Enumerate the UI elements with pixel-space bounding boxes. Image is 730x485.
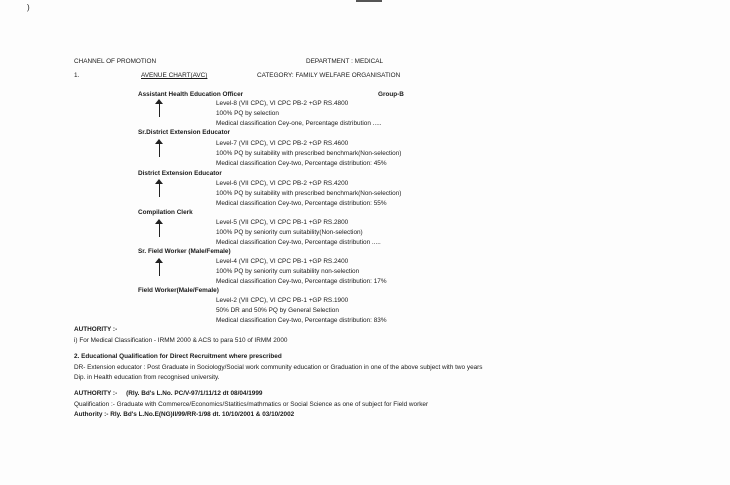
post-title: Field Worker(Male/Female) bbox=[138, 287, 219, 294]
post-detail: Medical classification Cey-two, Percentage distribution ..... bbox=[216, 239, 381, 246]
arrow-up-icon bbox=[155, 139, 163, 157]
post-detail: Level-5 (VII CPC), VI CPC PB-1 +GP RS.2800 bbox=[216, 219, 349, 226]
post-detail: 100% PQ by seniority cum suitability non-selection bbox=[216, 268, 360, 275]
post-detail: 100% PQ by suitability with prescribed benchmark(Non-selection) bbox=[216, 150, 402, 157]
post-detail: Medical classification Cey-two, Percentage distribution: 83% bbox=[216, 317, 387, 324]
authority-heading: AUTHORITY :- bbox=[74, 326, 118, 333]
authority-reference: AUTHORITY :- (Rly. Bd's L.No. PC/V-97/1/11/12 dt 08/04/1999 bbox=[74, 390, 263, 397]
post-detail: Level-4 (VII CPC), VI CPC PB-1 +GP RS.2400 bbox=[216, 258, 349, 265]
post-detail: 100% PQ by suitability with prescribed benchmark(Non-selection) bbox=[216, 190, 402, 197]
post-title: Assistant Health Education Officer bbox=[138, 91, 244, 98]
post-detail: 100% PQ by seniority cum suitability(Non-selection) bbox=[216, 229, 363, 236]
post-title: Sr. Field Worker (Male/Female) bbox=[138, 248, 231, 255]
channel-heading: CHANNEL OF PROMOTION bbox=[74, 58, 157, 65]
corner-mark: ) bbox=[27, 3, 30, 12]
department-heading: DEPARTMENT : MEDICAL bbox=[306, 58, 384, 65]
authority-reference: Authority :- Rly. Bd's L.No.E(NG)II/99/RR-1/98 dt. 10/10/2001 & 03/10/2002 bbox=[74, 411, 295, 418]
post-detail: Level-7 (VII CPC), VI CPC PB-2 +GP RS.4600 bbox=[216, 140, 349, 147]
arrow-up-icon bbox=[155, 99, 163, 117]
post-detail: Medical classification Cey-two, Percentage distribution: 45% bbox=[216, 160, 387, 167]
arrow-up-icon bbox=[155, 179, 163, 197]
top-scan-artifact bbox=[356, 0, 382, 2]
post-detail: Medical classification Cey-two, Percentage distribution: 17% bbox=[216, 278, 387, 285]
post-detail: 100% PQ by selection bbox=[216, 110, 279, 117]
education-line: DR- Extension educator : Post Graduate in Sociology/Social work community education or Graduation in one of the above subject with two years bbox=[74, 364, 483, 371]
arrow-up-icon bbox=[155, 219, 163, 237]
section-number: 1. bbox=[74, 72, 80, 79]
authority-text: i) For Medical Classification - IRMM 2000 & ACS to para 510 of IRMM 2000 bbox=[74, 337, 288, 344]
arrow-up-icon bbox=[155, 258, 163, 276]
post-title: Sr.District Extension Educator bbox=[138, 129, 230, 136]
post-detail: Level-8 (VII CPC), VI CPC PB-2 +GP RS.4800 bbox=[216, 100, 349, 107]
post-detail: Medical classification Cey-two, Percentage distribution: 55% bbox=[216, 200, 387, 207]
category-heading: CATEGORY: FAMILY WELFARE ORGANISATION bbox=[257, 72, 401, 79]
post-title: District Extension Educator bbox=[138, 170, 222, 177]
qualification-text: Qualification :- Graduate with Commerce/Economics/Statitics/mathmatics or Social Science as one of subject for Field worker bbox=[74, 401, 429, 408]
group-label: Group-B bbox=[378, 91, 404, 98]
post-detail: Level-2 (VII CPC), VI CPC PB-1 +GP RS.1900 bbox=[216, 297, 349, 304]
post-detail: Level-6 (VII CPC), VI CPC PB-2 +GP RS.4200 bbox=[216, 180, 349, 187]
post-detail: Medical classification Cey-one, Percentage distribution ..... bbox=[216, 120, 382, 127]
education-line: Dip. in Health education from recognised university. bbox=[74, 374, 220, 381]
post-title: Compilation Clerk bbox=[138, 209, 193, 216]
post-detail: 50% DR and 50% PQ by General Selection bbox=[216, 307, 339, 314]
chart-title: AVENUE CHART(AVC) bbox=[141, 72, 208, 79]
education-heading: 2. Educational Qualification for Direct Recruitment where prescribed bbox=[74, 353, 282, 360]
